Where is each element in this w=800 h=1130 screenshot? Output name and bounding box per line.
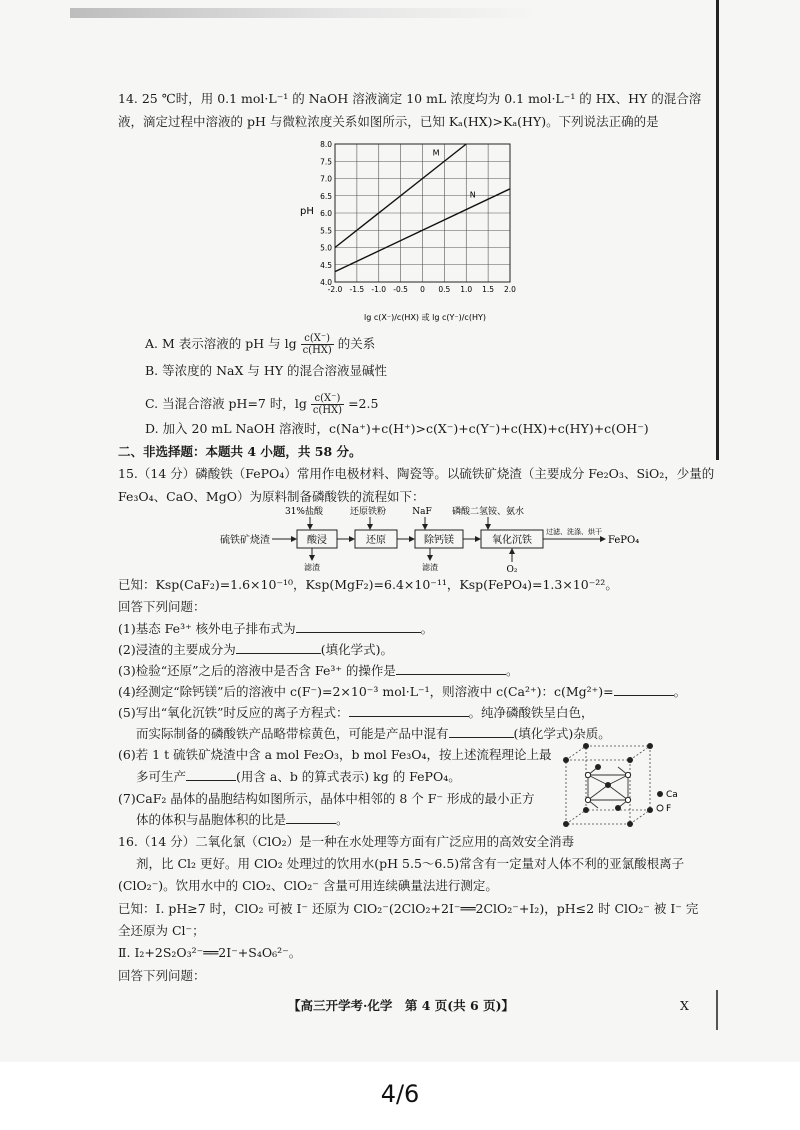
fraction-numerator: c(X⁻) [311,393,344,405]
flow-step-1: 酸浸 [307,535,327,546]
part-5-text: (5)写出“氧化沉铁”时反应的离子方程式： [118,705,349,720]
reagent-1: 31%盐酸 [284,507,324,517]
q15-part-3: (3)检验“还原”之后的溶液中是否含 Fe³⁺ 的操作是 。 [118,663,519,678]
q16-line4: 已知：Ⅰ. pH≥7 时，ClO₂ 可被 I⁻ 还原为 ClO₂⁻(2ClO₂+2I⁻══2ClO₂⁻+I₂)，pH≤2 时 ClO₂⁻ 被 I⁻ 完 [118,901,699,916]
answer-blank[interactable] [449,737,514,738]
part-4-text: (4)经测定“除钙镁”后的溶液中 c(F⁻)=2×10⁻³ mol·L⁻¹，则溶液中 c(Ca²⁺)：c(Mg²⁺)= [118,684,614,699]
part-6-text: 多可生产 [136,769,187,784]
part-2-text: (2)浸渣的主要成分为 [118,642,236,657]
part-2-tail: (填化学式)。 [320,642,393,657]
legend-f-label: F [666,804,672,814]
answer-blank[interactable] [236,653,321,654]
q15-intro-line2: Fe₃O₄、CaO、MgO）为原料制备磷酸铁的流程如下： [118,489,425,504]
part-1-text: (1)基态 Fe³⁺ 核外电子排布式为 [118,621,296,636]
q15-intro-line1: 15.（14 分）磷酸铁（FePO₄）常用作电极材料、陶瓷等。以硫铁矿烧渣（主要成分 Fe₂O₃、SiO₂，少量的 [118,466,715,481]
y-tick-label: 6.0 [320,209,332,218]
q14-stem-line1: 14. 25 ℃时，用 0.1 mol·L⁻¹ 的 NaOH 溶液滴定 10 mL 浓度均为 0.1 mol·L⁻¹ 的 HX、HY 的混合溶 [118,91,702,106]
y-tick-label: 5.0 [320,243,332,253]
q14-option-a [145,333,375,356]
answer-blank[interactable] [286,823,336,824]
part-5-text-2: 。纯净磷酸铁呈白色， [468,705,594,720]
flow-oxygen: O₂ [506,565,518,574]
option-c-text: C. 当混合溶液 pH=7 时，lg [145,396,307,411]
y-tick-label: 5.5 [320,226,332,236]
option-c-tail: =2.5 [348,396,379,411]
legend-ca-dot [657,791,663,797]
scan-right-edge [716,0,719,460]
reagent-2: 还原铁粉 [349,507,387,517]
part-7-text: 体的体积与晶胞体积的比是 [136,812,287,827]
x-tick-label: -0.5 [393,285,408,294]
part-6-tail: (用含 a、b 的算式表示) kg 的 FePO₄。 [236,769,461,784]
q15-part-1: (1)基态 Fe³⁺ 核外电子排布式为 。 [118,621,434,636]
section-heading: 二、非选择题：本题共 4 小题，共 58 分。 [118,444,362,459]
q15-part-2 [118,641,393,659]
reagent-4: 磷酸二氢铵、氨水 [451,507,525,517]
flow-product: FePO₄ [608,535,640,546]
caf2-unit-cell-figure [560,742,678,834]
q16-line1: 16.（14 分）二氧化氯（ClO₂）是一种在水处理等方面有广泛应用的高效安全消毒 [118,834,575,849]
process-flowchart [220,502,640,574]
answer-blank[interactable] [349,716,469,717]
chart-axes [320,140,516,294]
series-label: N [469,190,476,200]
q16-line5: 全还原为 Cl⁻； [118,923,205,938]
x-tick-label: 1.5 [482,285,495,294]
q16-line2: 剂，比 Cl₂ 更好。用 ClO₂ 处理过的饮用水(pH 5.5～6.5)常含有一定量对人体不利的亚氯酸根离子 [136,856,685,871]
answer-prompt: 回答下列问题： [118,599,206,614]
page-footer: 【高三开学考·化学 第 4 页(共 6 页)】 [288,998,514,1013]
x-tick-label: 0.5 [438,285,451,294]
paper-code: X [680,998,689,1013]
q16-line3: (ClO₂⁻)。饮用水中的 ClO₂、ClO₂⁻ 含量可用连续碘量法进行测定。 [118,878,498,893]
flow-final-op: 过滤、洗涤、烘干 [546,528,602,536]
residue-1: 滤渣 [304,563,320,572]
residue-2: 滤渣 [422,563,438,572]
page-indicator: 4/6 [380,1080,420,1108]
q15-part-7: (7)CaF₂ 晶体的晶胞结构如图所示，晶体中相邻的 8 个 F⁻ 形成的最小正方 [118,791,535,806]
q14-option-d: D. 加入 20 mL NaOH 溶液时，c(Na⁺)+c(H⁺)>c(X⁻)+c(Y⁻)+c(HX)+c(HY)+c(OH⁻) [145,421,649,436]
x-tick-label: 0 [420,285,425,294]
x-tick-label: -1.0 [371,285,387,294]
ph-chart [295,136,555,326]
flow-step-3: 除钙镁 [424,535,454,546]
fraction-denominator: c(HX) [312,405,343,416]
reagent-3: NaF [412,507,432,517]
flow-start: 硫铁矿烧渣 [220,535,270,546]
q15-part-7-cont: 体的体积与晶胞体积的比是 。 [136,812,349,827]
answer-blank[interactable] [396,674,506,675]
y-tick-label: 4.5 [320,260,332,270]
q16-line6: Ⅱ. I₂+2S₂O₃²⁻══2I⁻+S₄O₆²⁻。 [118,945,302,960]
x-tick-label: -1.5 [349,285,365,294]
flow-step-2: 还原 [366,535,386,546]
y-tick-label: 6.5 [320,191,332,201]
part-5-text-3: 而实际制备的磷酸铁产品略带棕黄色，可能是产品中混有 [136,726,449,741]
y-tick-label: 7.5 [320,157,332,167]
series-label: M [432,148,440,158]
y-tick-label: 4.0 [320,278,332,287]
q14-option-b: B. 等浓度的 NaX 与 HY 的混合溶液显碱性 [145,363,387,378]
q15-part-4: (4)经测定“除钙镁”后的溶液中 c(F⁻)=2×10⁻³ mol·L⁻¹，则溶液中 c(Ca²⁺)：c(Mg²⁺)= 。 [118,684,687,699]
fraction-numerator: c(X⁻) [301,333,334,345]
q14-option-c [145,393,378,416]
q15-part-6-cont [136,768,461,786]
x-tick-label: 1.0 [460,285,473,294]
y-tick-label: 8.0 [320,140,332,149]
option-a-tail: 的关系 [337,336,376,351]
option-c-fraction [311,393,344,416]
x-tick-label: -2.0 [327,285,343,294]
option-a-fraction [301,333,334,356]
q15-part-5-cont [136,725,611,743]
q15-part-5 [118,704,594,722]
part-3-text: (3)检验“还原”之后的溶液中是否含 Fe³⁺ 的操作是 [118,663,396,678]
fraction-denominator: c(HX) [302,345,332,356]
part-5-tail: (填化学式)杂质。 [513,726,611,741]
flow-step-4: 氧化沉铁 [492,535,532,546]
option-a-text: A. M 表示溶液的 pH 与 lg [145,336,297,351]
q16-line7: 回答下列问题： [118,968,206,983]
y-axis-label: pH [300,206,314,217]
answer-blank[interactable] [186,780,236,781]
scan-edge-strip [70,8,540,18]
legend-ca-label: Ca [666,790,678,800]
scan-right-mark [716,990,718,1030]
q14-stem-line2: 液，滴定过程中溶液的 pH 与微粒浓度关系如图所示，已知 Kₐ(HX)>Kₐ(HY)。下列说法正确的是 [118,114,659,129]
q15-part-6: (6)若 1 t 硫铁矿烧渣中含 a mol Fe₂O₃，b mol Fe₃O₄，按上述流程理论上最 [118,747,552,762]
x-tick-label: 2.0 [504,285,516,294]
legend-f-dot [657,805,663,811]
answer-blank[interactable] [296,632,421,633]
ksp-values: 已知：Ksp(CaF₂)=1.6×10⁻¹⁰，Ksp(MgF₂)=6.4×10⁻¹¹，Ksp(FePO₄)=1.3×10⁻²²。 [118,577,618,592]
chart-grid [335,144,510,282]
x-axis-label: lg c(X⁻)/c(HX) 或 lg c(Y⁻)/c(HY) [364,313,486,322]
answer-blank[interactable] [614,695,674,696]
y-tick-label: 7.0 [320,174,332,184]
